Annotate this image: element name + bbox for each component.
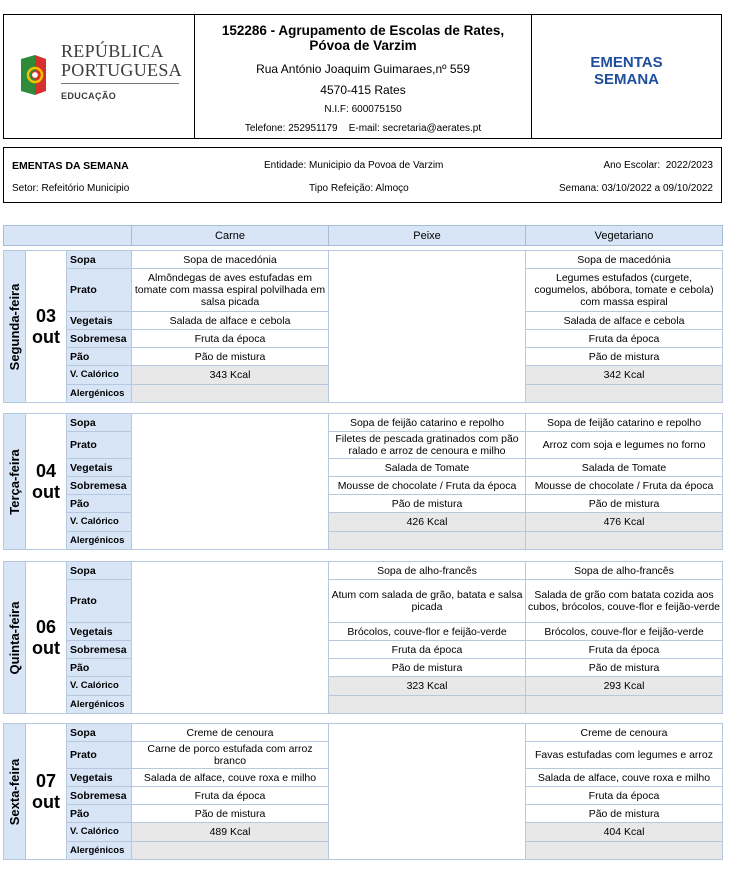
carne-vegetais: Salada de alface e cebola [132, 312, 329, 330]
menu-row-prato [4, 432, 723, 459]
peixe-alergenicos [329, 532, 526, 550]
carne-alergenicos [132, 385, 329, 403]
row-label-calorico: V. Calórico [67, 823, 132, 842]
weekday-cell [4, 724, 26, 860]
menu-row-pao [4, 495, 723, 513]
carne-prato: Carne de porco estufada com arroz branco [132, 742, 329, 769]
setor-value: Refeitório Municipio [41, 183, 130, 194]
menu-column-headers [3, 225, 723, 246]
column-header-vegetariano: Vegetariano [526, 226, 723, 246]
school-name: 152286 - Agrupamento de Escolas de Rates, Póvoa de Varzim [221, 23, 505, 53]
carne-vegetais: Salada de alface, couve roxa e milho [132, 769, 329, 787]
document-header [3, 14, 722, 139]
week-info-box [3, 147, 722, 203]
school-contact [195, 123, 531, 134]
empty-column-carne [132, 414, 329, 550]
menu-row-pao [4, 659, 723, 677]
weekday-label: Quinta-feira [6, 601, 22, 674]
vegetariano-calorico: 476 Kcal [526, 513, 723, 532]
vegetariano-prato: Arroz com soja e legumes no forno [526, 432, 723, 459]
peixe-vegetais: Brócolos, couve-flor e feijão-verde [329, 623, 526, 641]
menu-row-sobremesa [4, 477, 723, 495]
vegetariano-vegetais: Brócolos, couve-flor e feijão-verde [526, 623, 723, 641]
row-label-prato: Prato [67, 580, 132, 623]
info-tipo-refeicao [309, 183, 409, 194]
logo-wordmark: REPÚBLICA PORTUGUESA [61, 41, 182, 80]
row-label-vegetais: Vegetais [67, 459, 132, 477]
row-label-calorico: V. Calórico [67, 366, 132, 385]
row-label-pao: Pão [67, 495, 132, 513]
date-cell [26, 251, 67, 403]
menu-row-sopa [4, 562, 723, 580]
info-semana [559, 183, 713, 194]
row-label-sopa: Sopa [67, 414, 132, 432]
school-postal-code: 4570-415 Rates [320, 83, 406, 97]
row-label-vegetais: Vegetais [67, 623, 132, 641]
date-month: out [32, 481, 60, 502]
vegetariano-vegetais: Salada de alface, couve roxa e milho [526, 769, 723, 787]
carne-sobremesa: Fruta da época [132, 330, 329, 348]
date-month: out [32, 791, 60, 812]
vegetariano-sobremesa: Fruta da época [526, 787, 723, 805]
date-day: 03 [35, 305, 57, 326]
peixe-prato: Filetes de pescada gratinados com pão ralado e arroz de cenoura e milho [329, 432, 526, 459]
day-block-terça-feira [3, 413, 723, 550]
row-label-pao: Pão [67, 805, 132, 823]
row-label-sopa: Sopa [67, 724, 132, 742]
carne-sopa: Sopa de macedónia [132, 251, 329, 269]
logo-subtitle: EDUCAÇÃO [61, 91, 117, 101]
info-entidade [264, 160, 443, 171]
weekday-label: Segunda-feira [6, 283, 22, 370]
phone-label: Telefone: [244, 123, 286, 134]
vegetariano-sobremesa: Fruta da época [526, 641, 723, 659]
semana-label: Semana: [558, 183, 599, 194]
vegetariano-vegetais: Salada de Tomate [526, 459, 723, 477]
vegetariano-sopa: Sopa de feijão catarino e repolho [526, 414, 723, 432]
vegetariano-alergenicos [526, 842, 723, 860]
school-nif: N.I.F: 600075150 [324, 104, 402, 115]
vegetariano-calorico: 293 Kcal [526, 677, 723, 696]
carne-calorico: 343 Kcal [132, 366, 329, 385]
vegetariano-sopa: Sopa de macedónia [526, 251, 723, 269]
weekday-cell [4, 414, 26, 550]
setor-label: Setor: [12, 183, 39, 194]
vegetariano-pao: Pão de mistura [526, 495, 723, 513]
peixe-alergenicos [329, 696, 526, 714]
column-header-carne: Carne [132, 226, 329, 246]
menu-row-sopa [4, 414, 723, 432]
vegetariano-prato: Legumes estufados (curgete, cogumelos, abóbora, tomate e cebola) com massa espiral [526, 269, 723, 312]
ano-label: Ano Escolar: [603, 160, 661, 171]
row-label-sobremesa: Sobremesa [67, 641, 132, 659]
menu-row-sopa [4, 724, 723, 742]
semana-value: 03/10/2022 a 09/10/2022 [601, 183, 713, 194]
day-block-quinta-feira [3, 561, 723, 714]
document-title: EMENTAS SEMANA [590, 53, 663, 88]
vegetariano-pao: Pão de mistura [526, 659, 723, 677]
carne-pao: Pão de mistura [132, 805, 329, 823]
empty-column-carne [132, 562, 329, 714]
corner-cell [4, 226, 132, 246]
carne-alergenicos [132, 842, 329, 860]
date-day: 04 [35, 460, 57, 481]
carne-sobremesa: Fruta da época [132, 787, 329, 805]
date-day: 07 [35, 770, 57, 791]
info-setor [12, 183, 129, 194]
date-day: 06 [35, 616, 57, 637]
vegetariano-alergenicos [526, 696, 723, 714]
row-label-prato: Prato [67, 432, 132, 459]
day-block-sexta-feira [3, 723, 723, 860]
row-label-alergenicos: Alergénicos [67, 842, 132, 860]
row-label-alergenicos: Alergénicos [67, 696, 132, 714]
menu-row-sobremesa [4, 641, 723, 659]
menu-row-alergenicos [4, 532, 723, 550]
tipo-value: Almoço [375, 183, 409, 194]
info-heading: EMENTAS DA SEMANA [12, 160, 129, 172]
peixe-sobremesa: Mousse de chocolate / Fruta da época [329, 477, 526, 495]
weekday-cell [4, 251, 26, 403]
date-cell [26, 724, 67, 860]
peixe-sobremesa: Fruta da época [329, 641, 526, 659]
row-label-sopa: Sopa [67, 251, 132, 269]
menu-row-sopa [4, 251, 723, 269]
vegetariano-sopa: Creme de cenoura [526, 724, 723, 742]
vegetariano-prato: Favas estufadas com legumes e arroz [526, 742, 723, 769]
carne-prato: Almôndegas de aves estufadas em tomate com massa espiral polvilhada em salsa picada [132, 269, 329, 312]
peixe-calorico: 426 Kcal [329, 513, 526, 532]
row-label-alergenicos: Alergénicos [67, 385, 132, 403]
weekday-label: Terça-feira [6, 448, 22, 515]
school-address: Rua António Joaquim Guimaraes,nº 559 [256, 62, 470, 76]
republic-logo [4, 15, 195, 138]
date-cell [26, 414, 67, 550]
row-label-prato: Prato [67, 269, 132, 312]
vegetariano-sobremesa: Mousse de chocolate / Fruta da época [526, 477, 723, 495]
vegetariano-pao: Pão de mistura [526, 348, 723, 366]
logo-divider [61, 83, 179, 84]
menu-row-alergenicos [4, 696, 723, 714]
menu-row-calorico [4, 677, 723, 696]
row-label-vegetais: Vegetais [67, 312, 132, 330]
vegetariano-alergenicos [526, 532, 723, 550]
peixe-sopa: Sopa de alho-francês [329, 562, 526, 580]
email-label: E-mail: [348, 123, 380, 134]
vegetariano-sobremesa: Fruta da época [526, 330, 723, 348]
row-label-prato: Prato [67, 742, 132, 769]
peixe-pao: Pão de mistura [329, 495, 526, 513]
row-label-calorico: V. Calórico [67, 677, 132, 696]
empty-column-peixe [329, 251, 526, 403]
peixe-prato: Atum com salada de grão, batata e salsa picada [329, 580, 526, 623]
phone-number: 252951179 [288, 123, 338, 134]
row-label-pao: Pão [67, 348, 132, 366]
vegetariano-sopa: Sopa de alho-francês [526, 562, 723, 580]
weekday-cell [4, 562, 26, 714]
vegetariano-pao: Pão de mistura [526, 805, 723, 823]
peixe-pao: Pão de mistura [329, 659, 526, 677]
row-label-sobremesa: Sobremesa [67, 787, 132, 805]
row-label-sobremesa: Sobremesa [67, 477, 132, 495]
vegetariano-prato: Salada de grão com batata cozida aos cubos, brócolos, couve-flor e feijão-verde [526, 580, 723, 623]
entidade-label: Entidade: [264, 160, 307, 171]
vegetariano-alergenicos [526, 385, 723, 403]
date-month: out [32, 637, 60, 658]
menu-row-vegetais [4, 459, 723, 477]
date-month: out [32, 326, 60, 347]
row-label-vegetais: Vegetais [67, 769, 132, 787]
school-details [195, 15, 532, 138]
info-ano-escolar [603, 160, 713, 171]
empty-column-peixe [329, 724, 526, 860]
carne-calorico: 489 Kcal [132, 823, 329, 842]
vegetariano-calorico: 342 Kcal [526, 366, 723, 385]
vegetariano-vegetais: Salada de alface e cebola [526, 312, 723, 330]
date-cell [26, 562, 67, 714]
row-label-sobremesa: Sobremesa [67, 330, 132, 348]
tipo-label: Tipo Refeição: [309, 183, 374, 194]
row-label-calorico: V. Calórico [67, 513, 132, 532]
peixe-calorico: 323 Kcal [329, 677, 526, 696]
portugal-flag-emblem-icon [18, 53, 48, 97]
row-label-sopa: Sopa [67, 562, 132, 580]
day-block-segunda-feira [3, 250, 723, 403]
row-label-pao: Pão [67, 659, 132, 677]
email-address: secretaria@aerates.pt [382, 123, 482, 134]
menu-row-vegetais [4, 623, 723, 641]
weekday-label: Sexta-feira [6, 758, 22, 825]
carne-pao: Pão de mistura [132, 348, 329, 366]
column-header-peixe: Peixe [329, 226, 526, 246]
row-label-alergenicos: Alergénicos [67, 532, 132, 550]
entidade-value: Municipio da Povoa de Varzim [309, 160, 444, 171]
menu-row-prato [4, 580, 723, 623]
carne-sopa: Creme de cenoura [132, 724, 329, 742]
menu-row-calorico [4, 513, 723, 532]
peixe-sopa: Sopa de feijão catarino e repolho [329, 414, 526, 432]
vegetariano-calorico: 404 Kcal [526, 823, 723, 842]
ano-value: 2022/2023 [665, 160, 713, 171]
peixe-vegetais: Salada de Tomate [329, 459, 526, 477]
